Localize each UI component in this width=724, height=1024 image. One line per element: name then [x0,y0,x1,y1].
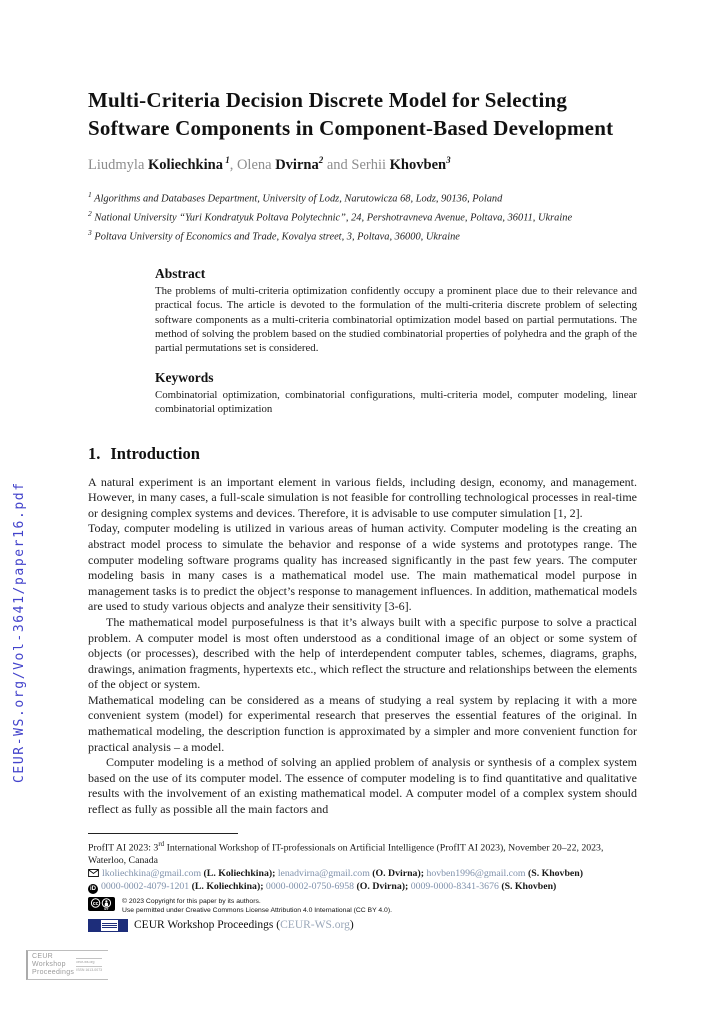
email-name-3: (S. Khovben) [525,867,583,879]
svg-text:BY: BY [104,907,109,912]
affiliation-1-text: Algorithms and Databases Department, University of Lodz, Narutowicza 68, Lodz, 90136, Poland [91,193,503,205]
author-3-given: Serhii [351,156,390,173]
author-separator: and [323,156,352,173]
affiliation-3-mark: 3 [88,227,92,237]
author-list [88,155,637,174]
paragraph-5: Computer modeling is a method of solving an applied problem of analysis or synthesis of a complex system based on the use of its computer model. The essence of computer modeling is to find quantitative and qualitative results with the involvement of an existing mathematical model. A computer model of a complex system should reflect as fully as possible all the main factors and [88,755,637,817]
ceur-proceedings-row [88,919,637,932]
abstract-text: The problems of multi-criteria optimization confidently occupy a prominent place due to their relevance and practical focus. The article is devoted to the formulation of the multi-criteria discrete problem of selecting software components as a multi-criteria combinatorial optimization model based on partial permutations. The method of solving the problem based on the studied combinatorial properties of polyhedra and the graph of the partial permutations set is considered. [155,284,637,355]
affiliation-3-text: Poltava University of Economics and Trade, Kovalya street, 3, Poltava, 36000, Ukraine [91,231,460,243]
side-pdf-url-link[interactable]: CEUR-WS.org/Vol-3641/paper16.pdf [12,481,27,783]
watermark-issn: ISSN 1613-0073 [76,968,103,972]
paper-content [88,0,637,932]
paragraph-2: Today, computer modeling is utilized in various areas of human activity. Computer modeling is the creating an abstract model process to simulate the behavior and response of a wide systems and prototypes range. The computer modeling software programs quality has increased significantly in the past few years. The computer modeling basis in many cases is a mathematical model use. The main mathematical model purpose in management tasks is to predict the object’s response to management influences. In addition, mathematical models are used to study various objects and analyze their sensitivity [3-6]. [88,521,637,614]
author-2-given: Olena [236,156,276,173]
ceur-mini-logo-icon [88,919,128,932]
section-1-number: 1. [88,443,101,463]
conference-ordinal-sup: rd [158,839,165,848]
author-1-given: Liudmyla [88,156,149,173]
paper-title-line2: Software Components in Component-Based Development [88,116,614,140]
watermark-line-3: Proceedings [32,969,75,976]
author-1-family: Koliechkina [148,156,223,173]
orcid-line [88,881,637,894]
email-link-1[interactable]: lkoliechkina@gmail.com [102,867,202,879]
watermark-url: ceur-ws.org [76,958,102,964]
introduction-body [88,475,637,818]
author-3-affil-mark: 3 [446,155,451,165]
ceur-proceedings-text [134,919,354,932]
orcid-icon: iD [90,886,96,893]
affiliation-2-text: National University “Yuri Kondratyuk Poltava Polytechnic”, 24, Pershotravneva Avenue, Poltava, 36011, Ukraine [91,212,573,224]
author-3-family: Khovben [389,156,447,173]
license-row [88,897,637,916]
orcid-link-1[interactable]: 0000-0002-4079-1201 [101,881,190,893]
conference-note [88,838,637,868]
orcid-name-1: (L. Koliechkina); [189,881,266,893]
conference-note-text-rest: International Workshop of IT-professionals on Artificial Intelligence (ProfIT AI 2023), November 20–22, 2023, Waterloo, Canada [88,841,604,866]
copyright-text [122,897,392,915]
email-link-3[interactable]: hovben1996@gmail.com [426,867,526,879]
email-link-2[interactable]: lenadvirna@gmail.com [277,867,370,879]
email-line [88,868,637,882]
affiliation-2-mark: 2 [88,208,92,218]
paper-title-line1: Multi-Criteria Decision Discrete Model for Selecting [88,88,568,112]
abstract-section [155,266,637,356]
affiliation-3 [88,226,637,245]
affiliation-1 [88,188,637,207]
paper-title [88,86,637,142]
watermark-line-2: Workshop [32,961,66,968]
orcid-name-2: (O. Dvirna); [354,881,411,893]
svg-text:cc: cc [92,901,99,908]
watermark-line-1: CEUR [32,953,54,960]
ceur-ws-link[interactable]: CEUR-WS.org [280,919,350,932]
cc-by-badge-icon[interactable] [88,897,115,916]
author-separator: , [229,156,237,173]
orcid-link-3[interactable]: 0009-0000-8341-3676 [410,881,499,893]
ceur-proceedings-close: ) [349,919,354,932]
copyright-line-1: © 2023 Copyright for this paper by its authors. [122,898,261,906]
paragraph-4: Mathematical modeling can be considered as a means of studying a real system by replacing it with a more convenient system (model) for experimental research that preserves the essential features of the original. In mathematical modeling, the description function is approximated by a simpler and more convenient function for practical analysis – a model. [88,692,637,754]
ceur-proceedings-label: CEUR Workshop Proceedings ( [134,919,281,932]
author-2-family: Dvirna [275,156,319,173]
affiliation-2 [88,207,637,226]
paragraph-1: A natural experiment is an important element in various fields, including design, economy, and management. However, in many cases, a full-scale simulation is not feasible for controlling technological processes in real-time or designing complex systems and devices. Therefore, it is advisable to use computer simulation [1, 2]. [88,474,637,520]
email-name-2: (O. Dvirna); [369,867,427,879]
orcid-name-3: (S. Khovben) [498,881,557,893]
conference-note-text: ProfIT AI 2023: 3 [88,841,159,853]
author-2-affil-mark: 2 [318,155,324,165]
ceur-watermark-text [32,953,74,977]
affiliation-list [88,188,637,245]
footnote-block [88,833,637,932]
section-1-heading [88,444,637,464]
envelope-icon [88,869,99,882]
footnote-separator [88,833,238,834]
email-name-1: (L. Koliechkina); [201,867,278,879]
ceur-watermark-logo [26,950,108,980]
section-1-title: Introduction [110,443,200,463]
copyright-line-2: Use permitted under Creative Commons License Attribution 4.0 International (CC BY 4.0). [122,907,392,915]
keywords-section [155,370,637,417]
keywords-text: Combinatorial optimization, combinatorial configurations, multi-criteria model, computer modeling, linear combinatorial optimization [155,388,637,416]
affiliation-1-mark: 1 [88,189,92,199]
keywords-heading: Keywords [155,369,214,385]
author-1-affil-mark: 1 [222,155,230,165]
ceur-watermark-side-text [76,953,102,977]
paragraph-3: The mathematical model purposefulness is that it’s always built with a specific purpose to solve a practical problem. A computer model is most often understood as a conditional image of an object or some system of objects (or processes), described with the help of interdependent computer tables, schemes, diagrams, graphs, drawings, animation fragments, hypertexts etc., which reflect the structure and relationships between the elements of the object or system. [88,614,637,692]
abstract-heading: Abstract [155,265,206,281]
orcid-link-2[interactable]: 0000-0002-0750-6958 [265,881,355,893]
